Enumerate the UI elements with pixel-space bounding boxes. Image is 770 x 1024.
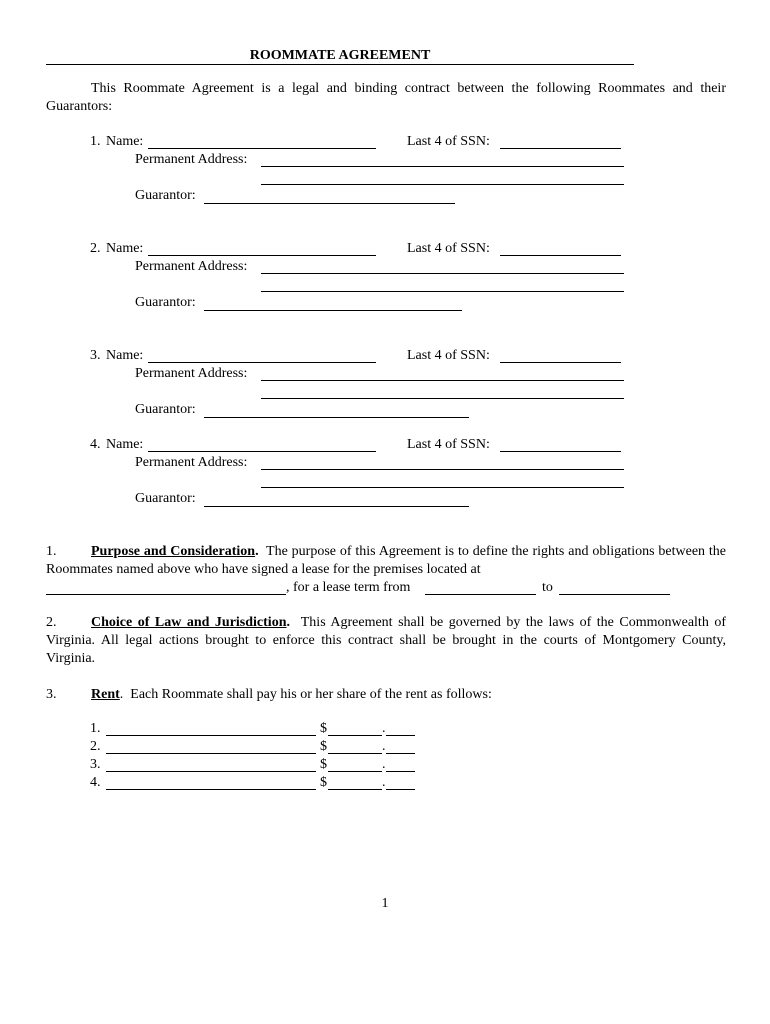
address-label: Permanent Address:: [135, 259, 248, 274]
address-field-line-1[interactable]: [261, 166, 624, 167]
name-label: Name:: [106, 437, 144, 452]
intro-paragraph: This Roommate Agreement is a legal and binding contract between the following Roommates and their Guarantors:: [46, 81, 726, 114]
roommate-number: 4.: [90, 437, 101, 452]
rent-cents-field[interactable]: [386, 771, 415, 772]
address-label: Permanent Address:: [135, 366, 248, 381]
premises-address-field[interactable]: [46, 594, 286, 595]
name-field[interactable]: [148, 451, 376, 452]
section-heading: Choice of Law and Jurisdiction: [91, 615, 287, 630]
section-text: Each Roommate shall pay his or her share of the rent as follows:: [130, 687, 492, 702]
name-field[interactable]: [148, 362, 376, 363]
currency-symbol: $: [320, 757, 327, 772]
guarantor-field[interactable]: [204, 310, 462, 311]
ssn-field[interactable]: [500, 362, 621, 363]
guarantor-label: Guarantor:: [135, 491, 196, 506]
document-title: ROOMMATE AGREEMENT: [249, 48, 431, 63]
decimal-separator: .: [382, 739, 386, 754]
rent-name-field[interactable]: [106, 789, 316, 790]
section-text: The purpose of this Agreement is to define the rights and obligations between the Roommates named above who have signed a lease for the premises located at: [46, 544, 726, 577]
decimal-separator: .: [382, 721, 386, 736]
rent-dollars-field[interactable]: [328, 789, 382, 790]
rent-cents-field[interactable]: [386, 789, 415, 790]
currency-symbol: $: [320, 721, 327, 736]
lease-end-field[interactable]: [559, 594, 670, 595]
currency-symbol: $: [320, 775, 327, 790]
rent-cents-field[interactable]: [386, 735, 415, 736]
address-label: Permanent Address:: [135, 455, 248, 470]
address-field-line-2[interactable]: [261, 291, 624, 292]
name-field[interactable]: [148, 255, 376, 256]
guarantor-label: Guarantor:: [135, 295, 196, 310]
address-field-line-1[interactable]: [261, 380, 624, 381]
decimal-separator: .: [382, 775, 386, 790]
guarantor-field[interactable]: [204, 506, 469, 507]
name-label: Name:: [106, 134, 144, 149]
decimal-separator: .: [382, 757, 386, 772]
ssn-field[interactable]: [500, 451, 621, 452]
name-field[interactable]: [148, 148, 376, 149]
section-rent: 3. Rent. Each Roommate shall pay his or her share of the rent as follows:: [46, 687, 492, 702]
lease-to-text: to: [542, 580, 553, 595]
lease-term-text: , for a lease term from: [286, 580, 411, 595]
address-label: Permanent Address:: [135, 152, 248, 167]
address-field-line-2[interactable]: [261, 184, 624, 185]
rent-dollars-field[interactable]: [328, 735, 382, 736]
rent-row-number: 3.: [90, 757, 101, 772]
rent-row-number: 2.: [90, 739, 101, 754]
roommate-number: 3.: [90, 348, 101, 363]
ssn-label: Last 4 of SSN:: [407, 348, 490, 363]
rent-cents-field[interactable]: [386, 753, 415, 754]
ssn-label: Last 4 of SSN:: [407, 241, 490, 256]
ssn-label: Last 4 of SSN:: [407, 437, 490, 452]
section-purpose: 1. Purpose and Consideration. The purpose of this Agreement is to define the rights and obligations between the Roommates named above who have signed a lease for the premises located at: [46, 544, 726, 577]
roommate-number: 2.: [90, 241, 101, 256]
rent-name-field[interactable]: [106, 735, 316, 736]
ssn-field[interactable]: [500, 255, 621, 256]
address-field-line-2[interactable]: [261, 487, 624, 488]
rent-dollars-field[interactable]: [328, 771, 382, 772]
guarantor-label: Guarantor:: [135, 188, 196, 203]
name-label: Name:: [106, 348, 144, 363]
section-number: 3.: [46, 687, 57, 702]
roommate-number: 1.: [90, 134, 101, 149]
ssn-field[interactable]: [500, 148, 621, 149]
address-field-line-1[interactable]: [261, 273, 624, 274]
page-number: 1: [381, 896, 389, 911]
guarantor-label: Guarantor:: [135, 402, 196, 417]
rent-row-number: 1.: [90, 721, 101, 736]
name-label: Name:: [106, 241, 144, 256]
address-field-line-1[interactable]: [261, 469, 624, 470]
title-rule: [46, 64, 634, 65]
section-heading: Rent: [91, 687, 120, 702]
section-law: 2. Choice of Law and Jurisdiction. This Agreement shall be governed by the laws of the Commonwealth of Virginia. All legal actions brought to enforce this contract shall be brought in the courts of Montgomery County, Virginia.: [46, 615, 726, 666]
guarantor-field[interactable]: [204, 203, 455, 204]
section-text: This Agreement shall be governed by the laws of the Commonwealth of Virginia. All legal actions brought to enforce this contract shall be brought in the courts of Montgomery County, Virginia.: [46, 615, 726, 666]
guarantor-field[interactable]: [204, 417, 469, 418]
ssn-label: Last 4 of SSN:: [407, 134, 490, 149]
lease-start-field[interactable]: [425, 594, 536, 595]
rent-name-field[interactable]: [106, 753, 316, 754]
section-number: 2.: [46, 615, 57, 630]
currency-symbol: $: [320, 739, 327, 754]
rent-name-field[interactable]: [106, 771, 316, 772]
address-field-line-2[interactable]: [261, 398, 624, 399]
rent-dollars-field[interactable]: [328, 753, 382, 754]
section-number: 1.: [46, 544, 57, 559]
section-heading: Purpose and Consideration: [91, 544, 256, 559]
rent-row-number: 4.: [90, 775, 101, 790]
